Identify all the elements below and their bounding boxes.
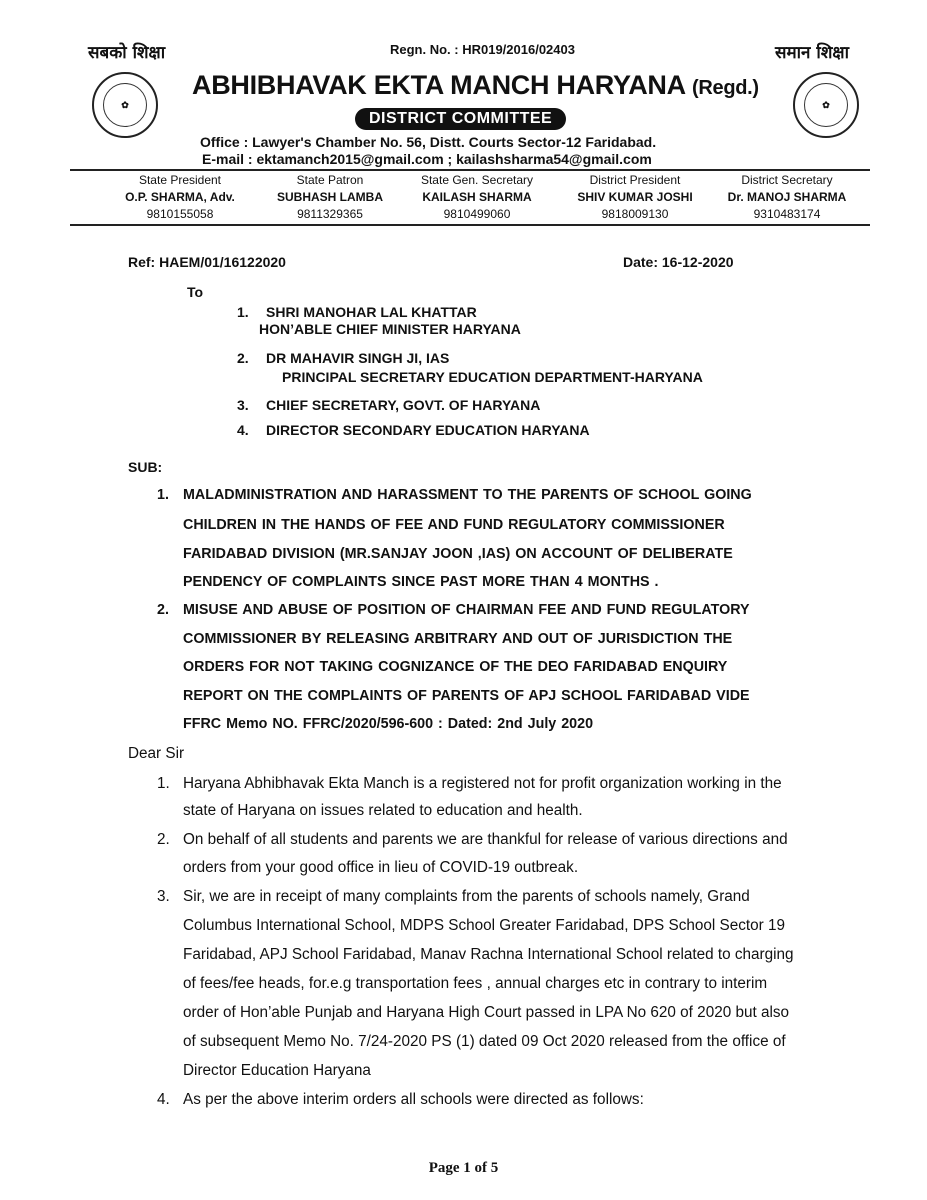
subject-line: PENDENCY OF COMPLAINTS SINCE PAST MORE THAN 4 MONTHS .	[183, 574, 659, 590]
paragraph-line: order of Hon’able Punjab and Haryana High Court passed in LPA No 620 of 2020 but also	[183, 1004, 790, 1021]
office-address: Office : Lawyer's Chamber No. 56, Distt. Courts Sector-12 Faridabad.	[200, 134, 657, 150]
to-label: To	[187, 284, 204, 300]
paragraph-line: Columbus International School, MDPS School Greater Faridabad, DPS School Sector 19	[183, 917, 785, 934]
recipient-title: HON’ABLE CHIEF MINISTER HARYANA	[259, 321, 521, 337]
paragraph-line: Haryana Abhibhavak Ekta Manch is a registered not for profit organization working in the	[183, 775, 782, 792]
office-bearer-phone: 9811329365	[297, 207, 363, 221]
subject-number: 2.	[157, 602, 169, 618]
salutation: Dear Sir	[128, 745, 185, 762]
office-bearer-phone: 9818009130	[601, 207, 669, 221]
paragraph-line: As per the above interim orders all schools were directed as follows:	[183, 1091, 644, 1108]
header-divider-top	[70, 169, 870, 171]
subject-line: MISUSE AND ABUSE OF POSITION OF CHAIRMAN FEE AND FUND REGULATORY	[183, 602, 750, 618]
paragraph-number: 3.	[157, 888, 170, 905]
office-bearer-phone: 9810155058	[146, 207, 214, 221]
paragraph-line: Director Education Haryana	[183, 1062, 371, 1079]
subject-line: FFRC Memo NO. FFRC/2020/596-600 : Dated: 2nd July 2020	[183, 716, 594, 732]
recipient-name: SHRI MANOHAR LAL KHATTAR	[266, 304, 477, 320]
subject-line: CHILDREN IN THE HANDS OF FEE AND FUND REGULATORY COMMISSIONER	[183, 517, 725, 533]
office-bearer-name: Dr. MANOJ SHARMA	[727, 190, 847, 204]
recipient-name: DR MAHAVIR SINGH JI, IAS	[266, 350, 450, 366]
office-bearer-name: SHIV KUMAR JOSHI	[577, 190, 693, 204]
office-bearer-name: SUBHASH LAMBA	[277, 190, 383, 204]
office-bearer-phone: 9310483174	[753, 207, 821, 221]
office-bearer-name: KAILASH SHARMA	[422, 190, 532, 204]
recipient-number: 2.	[237, 350, 249, 366]
seal-logo-left: ✿	[92, 72, 158, 138]
recipient-name: DIRECTOR SECONDARY EDUCATION HARYANA	[266, 422, 590, 438]
subject-line: COMMISSIONER BY RELEASING ARBITRARY AND OUT OF JURISDICTION THE	[183, 631, 733, 647]
paragraph-line: orders from your good office in lieu of COVID-19 outbreak.	[183, 859, 579, 876]
office-bearer-role: District President	[589, 173, 681, 187]
regd-label: (Regd.)	[692, 77, 759, 99]
office-bearer-3	[397, 172, 557, 223]
letter-date: Date: 16-12-2020	[623, 254, 734, 270]
recipient-number: 4.	[237, 422, 249, 438]
paragraph-number: 2.	[157, 831, 170, 848]
office-bearer-role: District Secretary	[741, 173, 833, 187]
page-footer: Page 1 of 5	[428, 1160, 499, 1176]
recipient-name: CHIEF SECRETARY, GOVT. OF HARYANA	[266, 397, 541, 413]
office-bearer-role: State Gen. Secretary	[420, 173, 534, 187]
seal-logo-right: ✿	[793, 72, 859, 138]
office-bearer-role: State President	[138, 173, 222, 187]
registration-number: Regn. No. : HR019/2016/02403	[390, 42, 575, 57]
recipient-title: PRINCIPAL SECRETARY EDUCATION DEPARTMENT-HARYANA	[282, 369, 703, 385]
office-bearer-phone: 9810499060	[443, 207, 511, 221]
subject-line: ORDERS FOR NOT TAKING COGNIZANCE OF THE DEO FARIDABAD ENQUIRY	[183, 659, 728, 675]
subject-number: 1.	[157, 487, 169, 503]
paragraph-line: Sir, we are in receipt of many complaints from the parents of schools namely, Grand	[183, 888, 750, 905]
office-bearer-1	[95, 172, 265, 223]
organization-name	[192, 70, 759, 101]
office-bearer-4	[560, 172, 710, 223]
office-bearer-role: State Patron	[296, 173, 364, 187]
subject-label: SUB:	[128, 459, 163, 475]
subject-line: REPORT ON THE COMPLAINTS OF PARENTS OF APJ SCHOOL FARIDABAD VIDE	[183, 688, 750, 704]
reference-number: Ref: HAEM/01/16122020	[128, 254, 286, 270]
header-divider-bottom	[70, 224, 870, 226]
paragraph-number: 1.	[157, 775, 170, 792]
paragraph-line: of fees/fee heads, for.e.g transportation fees , annual charges etc in contrary to interim	[183, 975, 768, 992]
subject-line: FARIDABAD DIVISION (MR.SANJAY JOON ,IAS) ON ACCOUNT OF DELIBERATE	[183, 546, 733, 562]
paragraph-line: of subsequent Memo No. 7/24-2020 PS (1) dated 09 Oct 2020 released from the office of	[183, 1033, 786, 1050]
office-bearer-2	[255, 172, 405, 223]
subject-line: MALADMINISTRATION AND HARASSMENT TO THE PARENTS OF SCHOOL GOING	[183, 487, 752, 503]
recipient-number: 3.	[237, 397, 249, 413]
paragraph-line: On behalf of all students and parents we are thankful for release of various directions and	[183, 831, 788, 848]
slogan-left: सबको शिक्षा	[88, 43, 166, 63]
paragraph-line: state of Haryana on issues related to education and health.	[183, 802, 583, 819]
office-bearer-5	[712, 172, 862, 223]
organization-title: ABHIBHAVAK EKTA MANCH HARYANA	[192, 70, 685, 100]
slogan-right: समान शिक्षा	[775, 43, 849, 63]
paragraph-number: 4.	[157, 1091, 170, 1108]
office-bearer-name: O.P. SHARMA, Adv.	[125, 190, 235, 204]
paragraph-line: Faridabad, APJ School Faridabad, Manav Rachna International School related to charging	[183, 946, 794, 963]
email-line: E-mail : ektamanch2015@gmail.com ; kailashsharma54@gmail.com	[202, 151, 652, 167]
committee-badge: DISTRICT COMMITTEE	[355, 108, 566, 130]
recipient-number: 1.	[237, 304, 249, 320]
